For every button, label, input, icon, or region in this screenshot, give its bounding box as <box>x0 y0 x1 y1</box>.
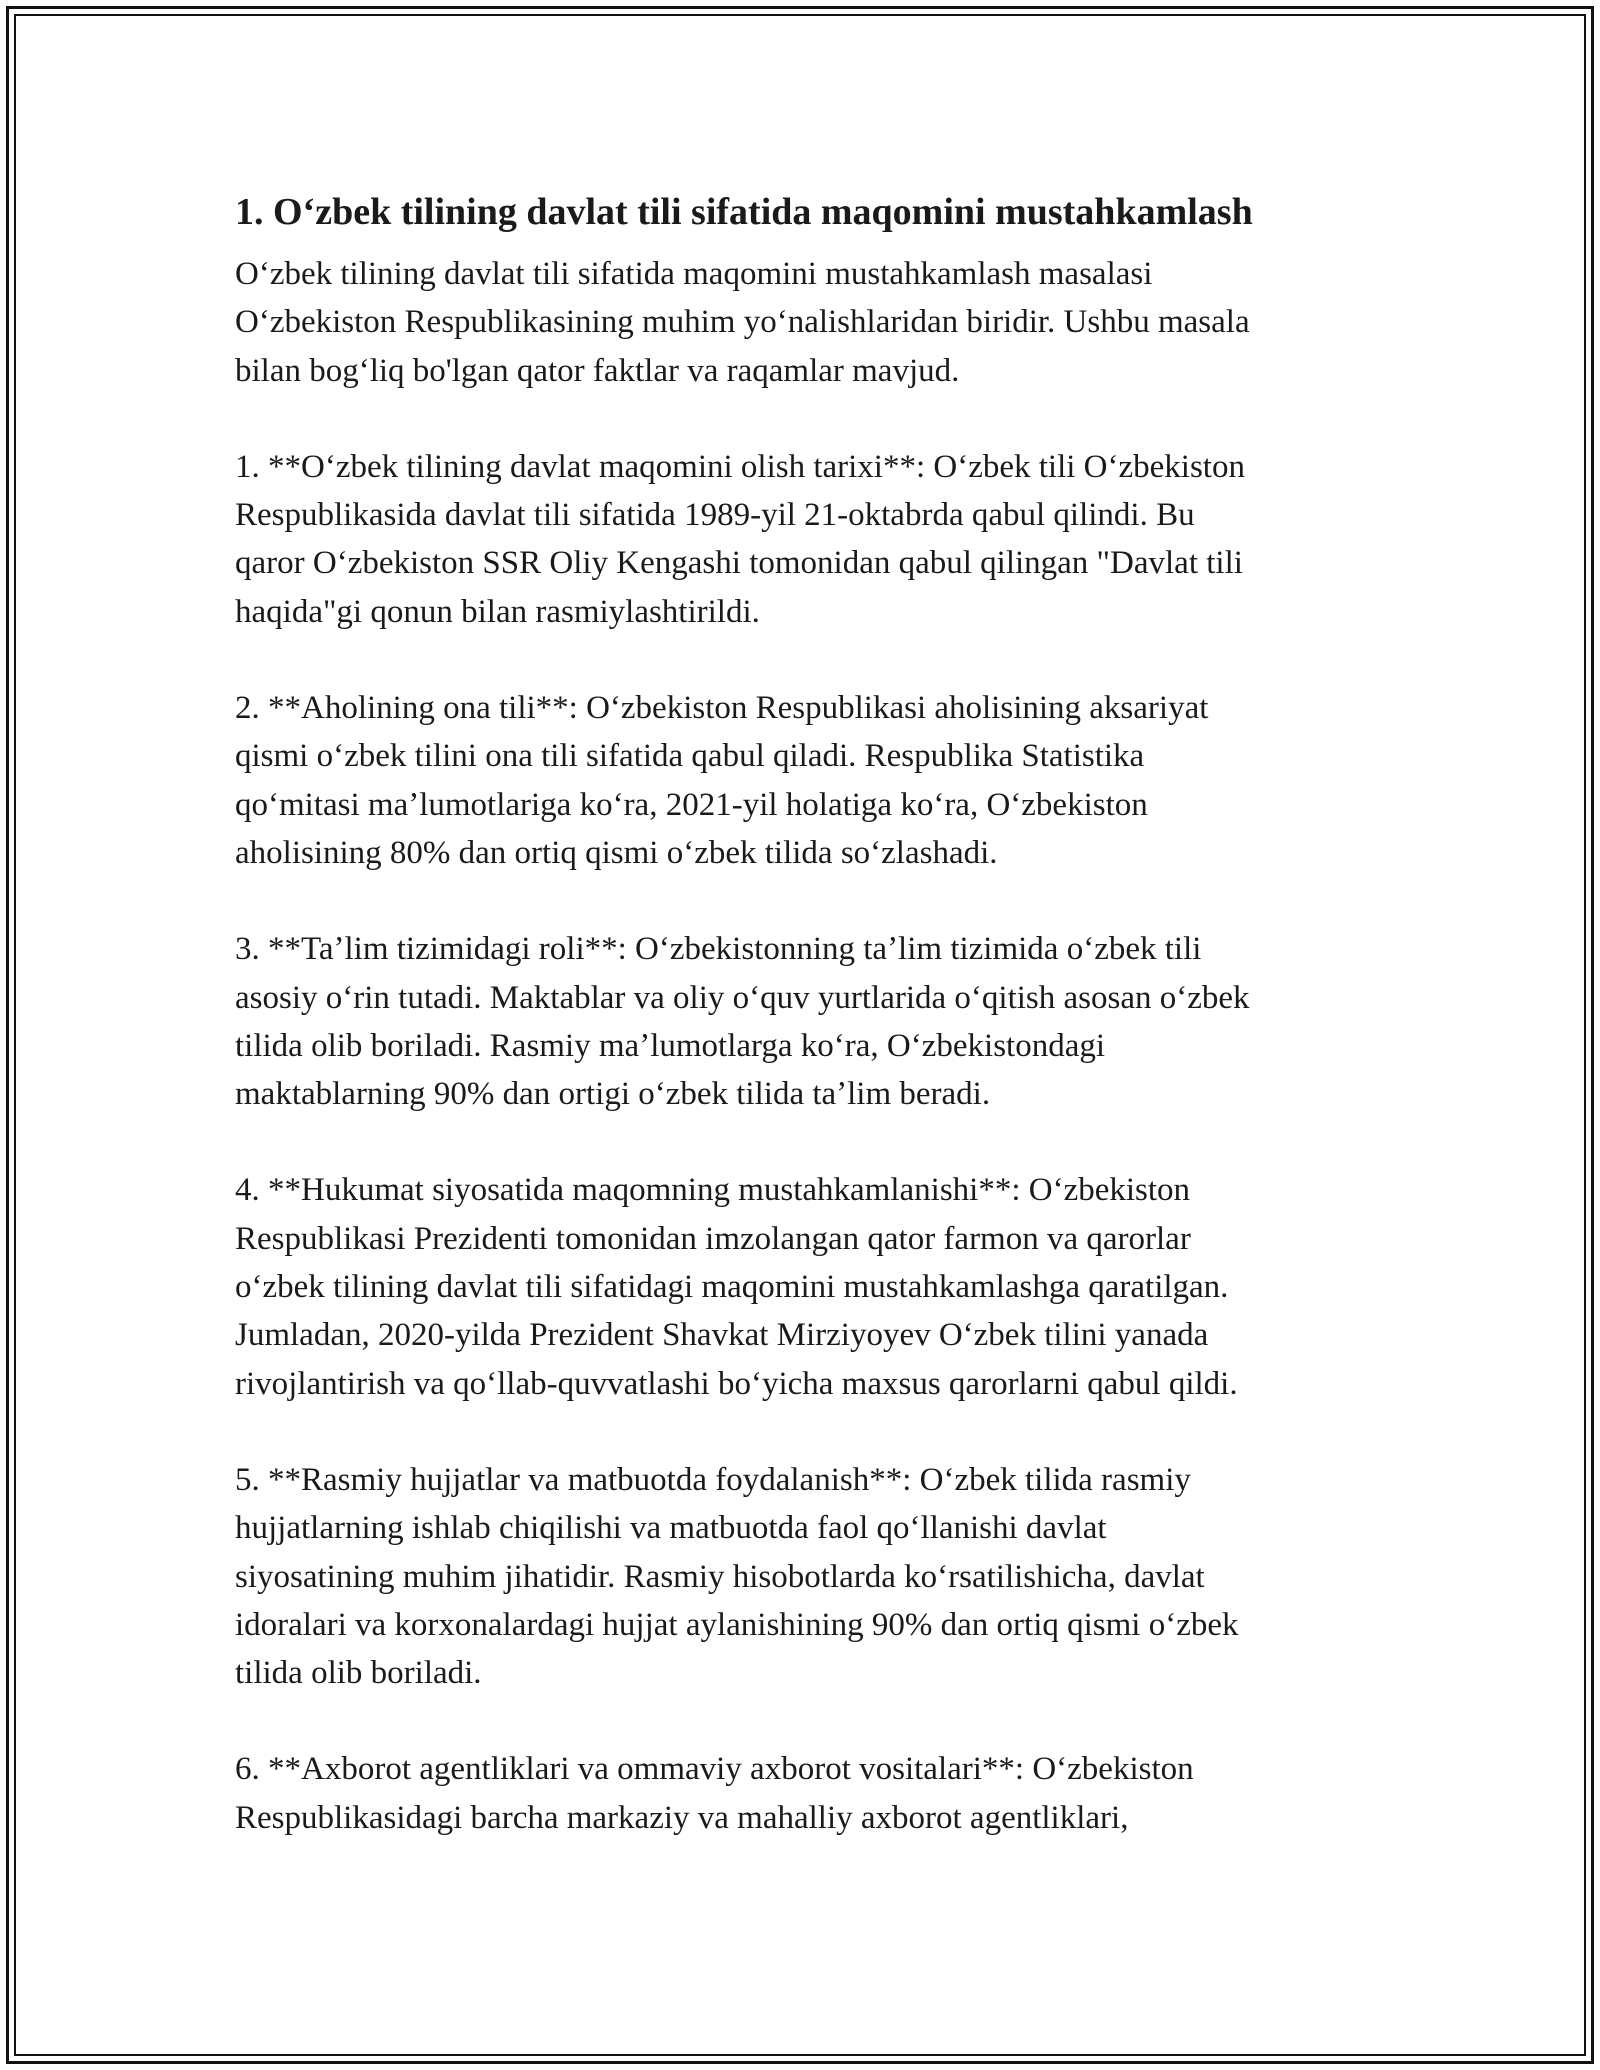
text-line: Oʻzbekiston Respublikasining muhim yoʻnalishlaridan biridir. Ushbu masala <box>235 304 1250 341</box>
text-line: bilan bogʻliq bo'lgan qator faktlar va raqamlar mavjud. <box>235 352 960 389</box>
document-body <box>235 184 1375 1890</box>
item-5-paragraph <box>235 1456 1375 1697</box>
text-line: asosiy oʻrin tutadi. Maktablar va oliy oʻquv yurtlarida oʻqitish asosan oʻzbek <box>235 979 1250 1016</box>
text-line: qaror Oʻzbekiston SSR Oliy Kengashi tomonidan qabul qilingan "Davlat tili <box>235 545 1243 582</box>
item-2-paragraph <box>235 684 1375 877</box>
text-line: Respublikasidagi barcha markaziy va mahalliy axborot agentliklari, <box>235 1799 1129 1836</box>
text-line: Oʻzbek tilining davlat tili sifatida maqomini mustahkamlash masalasi <box>235 256 1153 292</box>
text-line: maktablarning 90% dan ortigi oʻzbek tilida taʼlim beradi. <box>235 1076 991 1113</box>
text-line: 3. **Taʼlim tizimidagi roli**: Oʻzbekistonning taʼlim tizimida oʻzbek tili <box>235 931 1202 968</box>
text-line: oʻzbek tilining davlat tili sifatidagi maqomini mustahkamlashga qaratilgan. <box>235 1269 1229 1306</box>
intro-paragraph <box>235 250 1375 395</box>
text-line: idoralari va korxonalardagi hujjat aylanishining 90% dan ortiq qismi oʻzbek <box>235 1606 1239 1643</box>
item-1-paragraph <box>235 443 1375 636</box>
text-line: 4. **Hukumat siyosatida maqomning mustahkamlanishi**: Oʻzbekiston <box>235 1172 1191 1209</box>
text-line: haqida"gi qonun bilan rasmiylashtirildi. <box>235 593 760 630</box>
item-3-paragraph <box>235 925 1375 1118</box>
text-line: aholisining 80% dan ortiq qismi oʻzbek tilida soʻzlashadi. <box>235 834 998 871</box>
text-line: 1. **Oʻzbek tilining davlat maqomini olish tarixi**: Oʻzbek tili Oʻzbekiston <box>235 448 1245 485</box>
text-line: qismi oʻzbek tilini ona tili sifatida qabul qiladi. Respublika Statistika <box>235 738 1145 775</box>
text-line: 5. **Rasmiy hujjatlar va matbuotda foydalanish**: Oʻzbek tilida rasmiy <box>235 1461 1191 1498</box>
text-line: qoʻmitasi maʼlumotlariga koʻra, 2021-yil holatiga koʻra, Oʻzbekiston <box>235 786 1148 823</box>
text-line: rivojlantirish va qoʻllab-quvvatlashi boʻyicha maxsus qarorlarni qabul qildi. <box>235 1365 1238 1402</box>
text-line: tilida olib boriladi. Rasmiy maʼlumotlarga koʻra, Oʻzbekistondagi <box>235 1027 1106 1064</box>
item-4-paragraph <box>235 1166 1375 1407</box>
text-line: Respublikasida davlat tili sifatida 1989-yil 21-oktabrda qabul qilindi. Bu <box>235 497 1195 534</box>
text-line: hujjatlarning ishlab chiqilishi va matbuotda faol qoʻllanishi davlat <box>235 1510 1107 1547</box>
text-line: siyosatining muhim jihatidir. Rasmiy hisobotlarda koʻrsatilishicha, davlat <box>235 1558 1205 1595</box>
text-line: tilida olib boriladi. <box>235 1655 482 1692</box>
text-line: Respublikasi Prezidenti tomonidan imzolangan qator farmon va qarorlar <box>235 1220 1191 1257</box>
text-line: Jumladan, 2020-yilda Prezident Shavkat Mirziyoyev Oʻzbek tilini yanada <box>235 1317 1209 1354</box>
text-line: 6. **Axborot agentliklari va ommaviy axborot vositalari**: Oʻzbekiston <box>235 1751 1194 1788</box>
item-6-paragraph <box>235 1745 1375 1842</box>
section-heading: 1. Oʻzbek tilining davlat tili sifatida maqomini mustahkamlash <box>235 191 1253 233</box>
text-line: 2. **Aholining ona tili**: Oʻzbekiston Respublikasi aholisining aksariyat <box>235 690 1209 727</box>
